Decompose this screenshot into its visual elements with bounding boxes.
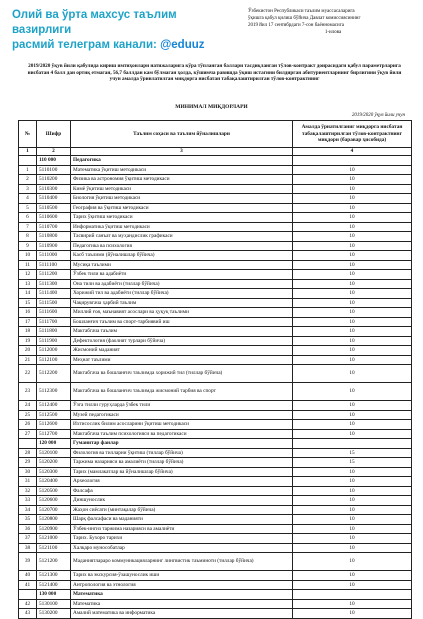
row-name: Чақирувгача ҳарбий таълим [71, 298, 293, 308]
row-name: Маданиятлараро коммуникацияларнинг лингвистик таъминоти (тиллар бўйича) [71, 553, 293, 571]
row-code: 5110900 [37, 241, 71, 251]
row-code: 5111500 [37, 298, 71, 308]
row-number: 14 [19, 289, 37, 299]
table-row [19, 327, 412, 337]
row-number: 13 [19, 279, 37, 289]
table-row [19, 448, 412, 458]
table-row [19, 289, 412, 299]
column-number: 4 [293, 148, 412, 156]
row-number: 23 [19, 383, 37, 401]
row-number: 16 [19, 308, 37, 318]
row-value: 10 [293, 308, 412, 318]
row-code: 5130100 [37, 599, 71, 609]
table-row [19, 496, 412, 506]
row-code: 5112300 [37, 383, 71, 401]
row-value: 10 [293, 486, 412, 496]
table-row [19, 420, 412, 430]
row-number: 33 [19, 496, 37, 506]
row-code: 5112000 [37, 346, 71, 356]
row-value: 10 [293, 599, 412, 609]
table-row [19, 270, 412, 280]
row-value: 10 [293, 383, 412, 401]
row-code: 5110100 [37, 165, 71, 175]
table-row [19, 571, 412, 581]
telegram-handle-link[interactable]: @eduuz [160, 39, 205, 51]
row-number: 5 [19, 203, 37, 213]
table-row [19, 383, 412, 401]
row-code: 5111400 [37, 289, 71, 299]
table-row [19, 194, 412, 204]
row-number: 35 [19, 515, 37, 525]
row-code: 5110700 [37, 222, 71, 232]
row-name: Мусиқа таълими [71, 260, 293, 270]
row-name: Хорижий тил ва адабиёти (тиллар бўйича) [71, 289, 293, 299]
row-number: 39 [19, 553, 37, 571]
row-value: 10 [293, 203, 412, 213]
table-row [19, 410, 412, 420]
row-number: 24 [19, 401, 37, 411]
table-row [19, 534, 412, 544]
row-code: 5121100 [37, 543, 71, 553]
table-row [19, 222, 412, 232]
row-code: 5120900 [37, 524, 71, 534]
row-number: 26 [19, 420, 37, 430]
row-number: 20 [19, 346, 37, 356]
row-number: 19 [19, 336, 37, 346]
row-value: 10 [293, 289, 412, 299]
row-code: 5110500 [37, 203, 71, 213]
row-number: 17 [19, 317, 37, 327]
row-code: 120 000 [37, 439, 71, 449]
header-value: Амалда ўрнатилганиг миқдорга нисбатан табақалаштирилган тўлов-контрактнинг миқдори (баравар ҳисобида) [293, 121, 412, 148]
row-number: 1 [19, 165, 37, 175]
row-name: Ўзбек-ингиз таржима назарияси ва амалиёти [71, 524, 293, 534]
row-code: 5120800 [37, 515, 71, 525]
row-code: 5121300 [37, 571, 71, 581]
row-name: Математика ўқитиш методикаси [71, 165, 293, 175]
row-number: 18 [19, 327, 37, 337]
row-number: 43 [19, 609, 37, 619]
row-name: Ўзга тилли гуруҳларда ўзбек тили [71, 401, 293, 411]
table-row [19, 232, 412, 242]
row-code: 5120700 [37, 505, 71, 515]
row-code: 5120400 [37, 477, 71, 487]
row-number [19, 156, 37, 166]
row-name: Мактабгача таълим [71, 327, 293, 337]
table-row [19, 505, 412, 515]
row-value: 10 [293, 553, 412, 571]
row-number: 9 [19, 241, 37, 251]
row-value: 15 [293, 448, 412, 458]
banner-channel-label: расмий телеграм канали: [12, 39, 157, 51]
row-number: 6 [19, 213, 37, 223]
row-number: 34 [19, 505, 37, 515]
row-name: Жаҳон сиёсати (минтақалар бўйича) [71, 505, 293, 515]
table-body [19, 156, 412, 619]
table-group-row [19, 156, 412, 166]
table-row [19, 609, 412, 619]
row-value: 10 [293, 232, 412, 242]
row-name: Диншунослик [71, 496, 293, 506]
row-name: Мактабгача таълим психологияси ва педагогикаси [71, 429, 293, 439]
table-column-number-row [19, 148, 412, 156]
quota-table [18, 120, 412, 619]
row-number: 22 [19, 365, 37, 383]
row-name: Тарих ва экскурсия-ўзашунослик иши [71, 571, 293, 581]
row-name: Ўзбек тили ва адабиёти [71, 270, 293, 280]
row-value: 10 [293, 420, 412, 430]
row-value: 10 [293, 175, 412, 185]
row-value: 10 [293, 279, 412, 289]
table-row [19, 580, 412, 590]
row-code: 5120100 [37, 448, 71, 458]
telegram-banner [12, 8, 227, 53]
row-code: 5112500 [37, 410, 71, 420]
row-name: Тарих (мамлакатлар ва йўналишлар бўйича) [71, 467, 293, 477]
row-code: 5120200 [37, 458, 71, 468]
row-name: Физика ва астрономия ўқитиш методикаси [71, 175, 293, 185]
table-row [19, 308, 412, 318]
row-number: 10 [19, 251, 37, 261]
row-value: 10 [293, 410, 412, 420]
row-value: 15 [293, 458, 412, 468]
table-group-row [19, 439, 412, 449]
row-number: 42 [19, 599, 37, 609]
row-number: 7 [19, 222, 37, 232]
row-number: 41 [19, 580, 37, 590]
row-name: Шарқ фалсафаси ва маданияти [71, 515, 293, 525]
row-name: Халқаро мунособатлар [71, 543, 293, 553]
row-name: Касб таълими (йўналишлар бўйича) [71, 251, 293, 261]
row-value: 10 [293, 251, 412, 261]
header-name: Таълим соҳаси ва таълим йўналишлари [71, 121, 293, 148]
table-row [19, 467, 412, 477]
row-value: 10 [293, 355, 412, 365]
document-subtitle: МИНИМАЛ МИҚДОРЛАРИ [175, 104, 248, 110]
row-value: 10 [293, 260, 412, 270]
row-number [19, 439, 37, 449]
row-number: 30 [19, 467, 37, 477]
row-code: 5121400 [37, 580, 71, 590]
column-number: 1 [19, 148, 37, 156]
row-value [293, 590, 412, 600]
row-code: 5111800 [37, 327, 71, 337]
row-name: Гуманитар фанлар [71, 439, 293, 449]
row-name: Кимё ўқитиш методикаси [71, 184, 293, 194]
row-code: 5110200 [37, 175, 71, 185]
row-number: 8 [19, 232, 37, 242]
table-row [19, 279, 412, 289]
header-code: Шифр [37, 121, 71, 148]
row-name: Математика [71, 590, 293, 600]
row-number: 36 [19, 524, 37, 534]
row-name: Педагогика [71, 156, 293, 166]
row-number: 4 [19, 194, 37, 204]
table-header-row [19, 121, 412, 148]
table-row [19, 515, 412, 525]
row-name: Амалий математика ва информатика [71, 609, 293, 619]
row-number: 11 [19, 260, 37, 270]
row-value: 10 [293, 496, 412, 506]
row-value: 10 [293, 477, 412, 487]
row-value: 10 [293, 270, 412, 280]
row-name: География ва ўқитиш методикаси [71, 203, 293, 213]
row-number [19, 590, 37, 600]
row-value: 10 [293, 194, 412, 204]
row-value: 10 [293, 515, 412, 525]
table-row [19, 599, 412, 609]
row-value: 10 [293, 184, 412, 194]
row-value: 10 [293, 365, 412, 383]
row-name: Мактабгача ва бошланғич таълимда хорижий тил (тиллар бўйича) [71, 365, 293, 383]
row-code: 5130200 [37, 609, 71, 619]
column-number: 2 [37, 148, 71, 156]
table-row [19, 401, 412, 411]
row-name: Миллий ғоя, маънавият асослари ва ҳуқуқ таълими [71, 308, 293, 318]
row-name: Таржима назарияси ва амалиёти (тиллар бўйича) [71, 458, 293, 468]
row-name: Ихтисослик билим асосларини ўқитиш методикаси [71, 420, 293, 430]
row-number: 21 [19, 355, 37, 365]
row-number: 32 [19, 486, 37, 496]
table-row [19, 241, 412, 251]
row-code: 5120300 [37, 467, 71, 477]
row-value: 10 [293, 580, 412, 590]
row-value: 10 [293, 213, 412, 223]
table-row [19, 165, 412, 175]
row-code: 5112600 [37, 420, 71, 430]
row-value: 10 [293, 534, 412, 544]
row-value: 10 [293, 336, 412, 346]
approval-line-3: 2019 йил 17 сентябрдаги 7-сон баённомасига [248, 23, 344, 28]
row-number: 37 [19, 534, 37, 544]
approval-line-4: 1-илова [324, 30, 342, 35]
row-code: 5111200 [37, 270, 71, 280]
row-name: Мактабгача ва бошланғич таълимда жисмоний тарбия ва спорт [71, 383, 293, 401]
approval-stamp [248, 8, 418, 36]
row-value: 10 [293, 505, 412, 515]
row-name: Педагогика ва психология [71, 241, 293, 251]
row-code: 5120600 [37, 496, 71, 506]
table-row [19, 213, 412, 223]
approval-line-2: ўқишга қабул қилиш бўйича Давлат комиссиясининг [248, 16, 361, 21]
academic-year-note: 2019/2020 ўқув йили учун [351, 113, 405, 118]
row-code: 5111600 [37, 308, 71, 318]
row-name: Информатика ўқитиш методикаси [71, 222, 293, 232]
row-name: Музей педагогикаси [71, 410, 293, 420]
table-row [19, 553, 412, 571]
row-value: 10 [293, 543, 412, 553]
row-code: 5111700 [37, 317, 71, 327]
table-row [19, 458, 412, 468]
row-name: Жисмоний маданият [71, 346, 293, 356]
table-row [19, 298, 412, 308]
table-row [19, 175, 412, 185]
table-row [19, 486, 412, 496]
row-code: 5110300 [37, 184, 71, 194]
row-value: 10 [293, 298, 412, 308]
row-name: Филология ва тилларни ўқитиш (тиллар бўйича) [71, 448, 293, 458]
row-value: 10 [293, 241, 412, 251]
banner-line-2 [12, 38, 227, 53]
row-value: 10 [293, 524, 412, 534]
row-value: 10 [293, 429, 412, 439]
row-value [293, 439, 412, 449]
table-row [19, 477, 412, 487]
table-row [19, 336, 412, 346]
row-value: 10 [293, 467, 412, 477]
approval-line-1: Ўзбекистон Республикаси таълим муассасаларига [248, 9, 355, 14]
row-name: Археология [71, 477, 293, 487]
row-name: Она тили ва адабиёти (тиллар бўйича) [71, 279, 293, 289]
row-code: 5112200 [37, 365, 71, 383]
row-name: Дефектология (фаолият турлари бўйича) [71, 336, 293, 346]
row-code: 5110400 [37, 194, 71, 204]
row-code: 5112100 [37, 355, 71, 365]
row-value: 10 [293, 401, 412, 411]
row-code: 5112700 [37, 429, 71, 439]
intro-paragraph: 2019/2020 ўқув йили қабулида кириш имтиҳонлари натижаларига кўра тўпланган баллари тасдиқланган тўлов-контракт доирасидаги қабул параметрларига нисбатан 4 балл дан ортиқ етмаган, 56,7 баллдан кам бўлмаган ҳолда, кўшимча равишда ўқиш истагини билдирган абитуриентларнинг бирлигини ўқув йили учун амалда ўринлатилган миқдорга нисбатан табақалаштирилган тўлов-контрактнинг [27, 63, 402, 83]
row-code: 5121200 [37, 553, 71, 571]
row-value: 10 [293, 571, 412, 581]
row-name: Биология ўқитиш методикаси [71, 194, 293, 204]
header-num: № [19, 121, 37, 148]
row-name: Тасвирий санъат ва муҳандислик графикаси [71, 232, 293, 242]
row-number: 12 [19, 270, 37, 280]
table-row [19, 429, 412, 439]
table-row [19, 317, 412, 327]
table-row [19, 355, 412, 365]
row-number: 38 [19, 543, 37, 553]
table-row [19, 365, 412, 383]
row-code: 5121000 [37, 534, 71, 544]
row-code: 5110600 [37, 213, 71, 223]
row-name: Тарих. Бухоро тарихи [71, 534, 293, 544]
row-code: 5111100 [37, 260, 71, 270]
row-name: Тарих ўқитиш методикаси [71, 213, 293, 223]
row-number: 31 [19, 477, 37, 487]
row-name: Меҳнат таълими [71, 355, 293, 365]
row-value: 10 [293, 165, 412, 175]
row-value: 10 [293, 346, 412, 356]
row-code: 5120500 [37, 486, 71, 496]
row-number: 40 [19, 571, 37, 581]
row-code: 110 000 [37, 156, 71, 166]
row-code: 130 000 [37, 590, 71, 600]
row-code: 5111900 [37, 336, 71, 346]
table-group-row [19, 590, 412, 600]
row-code: 5111300 [37, 279, 71, 289]
row-number: 3 [19, 184, 37, 194]
row-number: 15 [19, 298, 37, 308]
table-row [19, 543, 412, 553]
banner-line-1: Олий ва ўрта махсус таълим вазирлиги [12, 9, 177, 36]
row-number: 28 [19, 448, 37, 458]
row-value: 10 [293, 327, 412, 337]
row-name: Фалсафа [71, 486, 293, 496]
row-name: Математика [71, 599, 293, 609]
row-value: 10 [293, 317, 412, 327]
row-number: 27 [19, 429, 37, 439]
row-code: 5110800 [37, 232, 71, 242]
row-value: 10 [293, 222, 412, 232]
column-number: 3 [71, 148, 293, 156]
row-name: Антропология ва этнология [71, 580, 293, 590]
table-row [19, 260, 412, 270]
row-code: 5111000 [37, 251, 71, 261]
row-number: 2 [19, 175, 37, 185]
row-value [293, 156, 412, 166]
table-row [19, 346, 412, 356]
table-row [19, 251, 412, 261]
row-number: 25 [19, 410, 37, 420]
table-row [19, 184, 412, 194]
row-code: 5112400 [37, 401, 71, 411]
row-name: Бошланғич таълим ва спорт-тарбиявий иш [71, 317, 293, 327]
row-value: 10 [293, 609, 412, 619]
row-number: 29 [19, 458, 37, 468]
table-row [19, 203, 412, 213]
table-row [19, 524, 412, 534]
